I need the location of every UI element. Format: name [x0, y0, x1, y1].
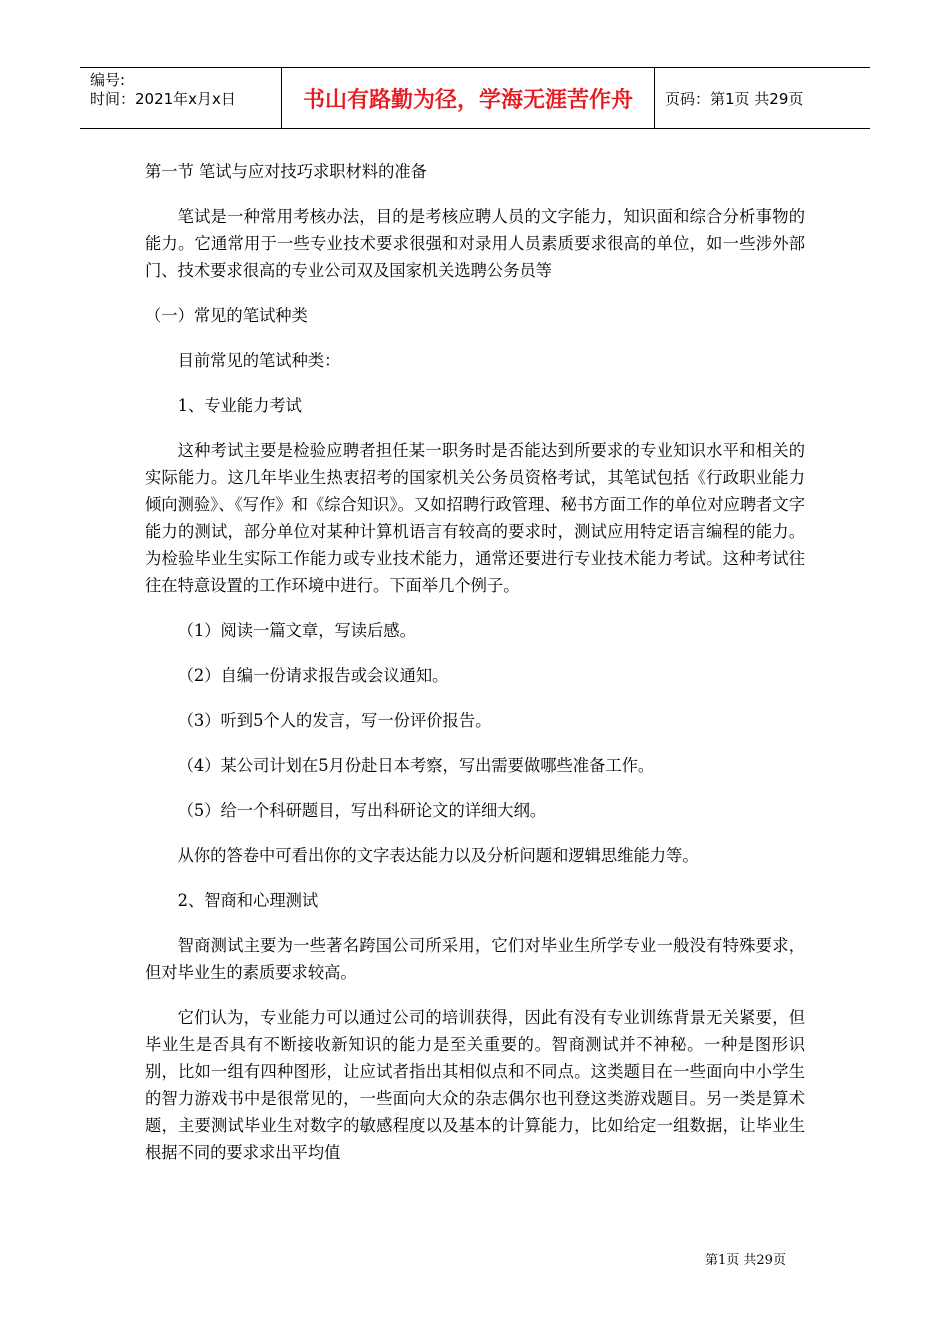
document-number-label: 编号: — [90, 71, 126, 89]
section-title: 第一节 笔试与应对技巧求职材料的准备 — [145, 162, 427, 181]
header-page-cell — [655, 68, 870, 128]
header-meta-cell — [80, 68, 282, 128]
header-page-info: 页码：第1页 共29页 — [665, 89, 804, 108]
document-date: 时间：2021年x月x日 — [90, 90, 236, 108]
header-motto-cell — [282, 68, 655, 128]
header-motto: 书山有路勤为径，学海无涯苦作舟 — [302, 87, 633, 113]
page-header — [80, 67, 870, 129]
document-body — [145, 158, 805, 1166]
footer-page-number: 第1页 共29页 — [705, 1253, 786, 1268]
subheading-iq-test: 2、智商和心理测试 — [177, 891, 319, 910]
paragraph-types-intro: 目前常见的笔试种类： — [177, 351, 341, 370]
example-item-1: （1）阅读一篇文章，写读后感。 — [177, 621, 416, 640]
example-item-4: （4）某公司计划在5月份赴日本考察，写出需要做哪些准备工作。 — [177, 756, 655, 775]
heading-written-test-types: （一）常见的笔试种类 — [145, 306, 308, 325]
paragraph-professional-test: 这种考试主要是检验应聘者担任某一职务时是否能达到所要求的专业知识水平和相关的实际能力。这几年毕业生热衷招考的国家机关公务员资格考试，其笔试包括《行政职业能力倾向测验》、《写作》和《综合知识》。又如招聘行政管理、秘书方面工作的单位对应聘者文字能力的测试，部分单位对某种计算机语言有较高的要求时，测试应用特定语言编程的能力。为检验毕业生实际工作能力或专业技术能力，通常还要进行专业技术能力考试。这种考试往往在特意设置的工作环境中进行。下面举几个例子。 — [145, 441, 805, 595]
page-footer — [705, 1249, 786, 1268]
paragraph-iq-details: 它们认为，专业能力可以通过公司的培训获得，因此有没有专业训练背景无关紧要，但毕业生是否具有不断接收新知识的能力是至关重要的。智商测试并不神秘。一种是图形识别，比如一组有四种图形，让应试者指出其相似点和不同点。这类题目在一些面向中小学生的智力游戏书中是很常见的，一些面向大众的杂志偶尔也刊登这类游戏题目。另一类是算术题，主要测试毕业生对数字的敏感程度以及基本的计算能力，比如给定一组数据，让毕业生根据不同的要求求出平均值 — [145, 1008, 805, 1162]
example-item-2: （2）自编一份请求报告或会议通知。 — [177, 666, 449, 685]
paragraph-answer-analysis: 从你的答卷中可看出你的文字表达能力以及分析问题和逻辑思维能力等。 — [177, 846, 699, 865]
example-item-5: （5）给一个科研题目，写出科研论文的详细大纲。 — [177, 801, 547, 820]
paragraph-iq-intro: 智商测试主要为一些著名跨国公司所采用，它们对毕业生所学专业一般没有特殊要求，但对毕业生的素质要求较高。 — [145, 936, 805, 982]
paragraph-intro: 笔试是一种常用考核办法，目的是考核应聘人员的文字能力，知识面和综合分析事物的能力。它通常用于一些专业技术要求很强和对录用人员素质要求很高的单位，如一些涉外部门、技术要求很高的专业公司双及国家机关选聘公务员等 — [145, 207, 805, 280]
example-item-3: （3）听到5个人的发言，写一份评价报告。 — [177, 711, 492, 730]
subheading-professional-test: 1、专业能力考试 — [177, 396, 302, 415]
